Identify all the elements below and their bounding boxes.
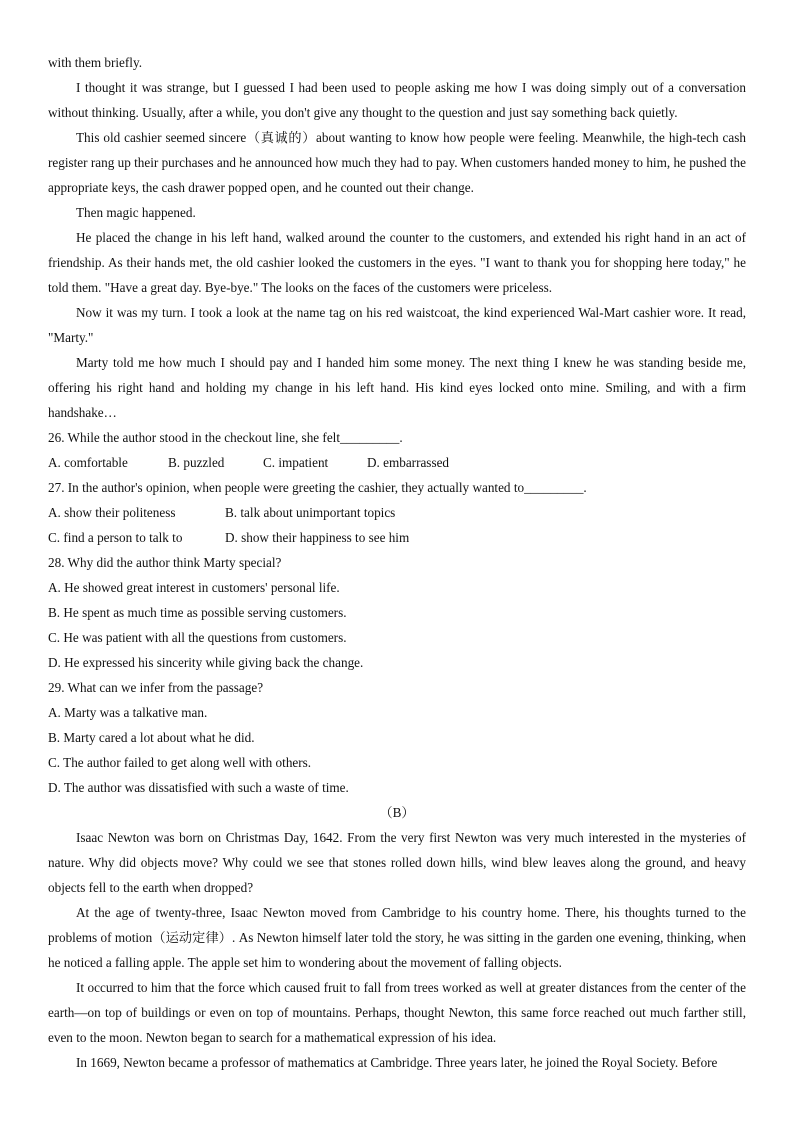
paragraph: He placed the change in his left hand, walked around the counter to the customers, and extended his right hand in an act of friendship. As their hands met, the old cashier looked the customers in the eyes. "I want to thank you for shopping here today," he told them. "Have a great day. Bye-bye." The looks on the faces of the customers were priceless. (48, 230, 746, 295)
paragraph: It occurred to him that the force which caused fruit to fall from trees worked as well at greater distances from the center of the earth—on top of buildings or even on top of mountains. Perhaps, thought Newton, this same force reached out much farther still, even to the moon. Newton began to search for a mathematical expression of his idea. (48, 980, 746, 1045)
paragraph: At the age of twenty-three, Isaac Newton moved from Cambridge to his country home. There, his thoughts turned to the problems of motion（运动定律）. As Newton himself later told the story, he was sitting in the garden one evening, thinking, when he noticed a falling apple. The apple set him to wondering about the movement of falling objects. (48, 905, 746, 970)
option-d: D. show their happiness to see him (225, 530, 410, 545)
paragraph: In 1669, Newton became a professor of mathematics at Cambridge. Three years later, he joined the Royal Society. Before (76, 1055, 718, 1070)
options-27-row1 (48, 500, 746, 525)
paragraph: This old cashier seemed sincere（真诚的）about wanting to know how people were feeling. Meanwhile, the high-tech cash register rang up their purchases and he announced how much they had to pay. When customers handed money to him, he pushed the appropriate keys, the cash drawer popped open, and he counted out their change. (48, 130, 746, 195)
paragraph: with them briefly. (48, 55, 142, 70)
option-a: A. comfortable (48, 455, 128, 470)
option-b: B. puzzled (168, 455, 225, 470)
paragraph: Isaac Newton was born on Christmas Day, 1642. From the very first Newton was very much interested in the mysteries of nature. Why did objects move? Why could we see that stones rolled down hills, wind blew leaves along the ground, and heavy objects fell to the earth when dropped? (48, 830, 746, 895)
option-b: B. talk about unimportant topics (225, 505, 396, 520)
paragraph: Marty told me how much I should pay and I handed him some money. The next thing I knew he was standing beside me, offering his right hand and holding my change in his left hand. His kind eyes locked onto mine. Smiling, and with a firm handshake… (48, 355, 746, 420)
document-page (48, 50, 746, 1075)
options-26 (48, 450, 746, 475)
paragraph: Then magic happened. (76, 205, 196, 220)
option-c: C. find a person to talk to (48, 530, 183, 545)
paragraph: I thought it was strange, but I guessed I had been used to people asking me how I was doing simply out of a conversation without thinking. Usually, after a while, you don't give any thought to the question and just say something back quietly. (48, 80, 746, 120)
option-a: A. He showed great interest in customers' personal life. (48, 580, 340, 595)
option-c: C. impatient (263, 455, 329, 470)
option-d: D. He expressed his sincerity while giving back the change. (48, 655, 364, 670)
option-c: C. The author failed to get along well with others. (48, 755, 312, 770)
option-d: D. embarrassed (367, 455, 450, 470)
option-a: A. show their politeness (48, 505, 176, 520)
option-a: A. Marty was a talkative man. (48, 705, 208, 720)
question-stem-27: 27. In the author's opinion, when people were greeting the cashier, they actually wanted to_________. (48, 480, 587, 495)
option-b: B. Marty cared a lot about what he did. (48, 730, 255, 745)
option-c: C. He was patient with all the questions from customers. (48, 630, 347, 645)
option-d: D. The author was dissatisfied with such a waste of time. (48, 780, 349, 795)
question-stem-29: 29. What can we infer from the passage? (48, 680, 264, 695)
question-stem-26: 26. While the author stood in the checkout line, she felt_________. (48, 430, 403, 445)
option-b: B. He spent as much time as possible serving customers. (48, 605, 347, 620)
question-stem-28: 28. Why did the author think Marty special? (48, 555, 282, 570)
section-heading: （B） (379, 805, 415, 820)
paragraph: Now it was my turn. I took a look at the name tag on his red waistcoat, the kind experienced Wal-Mart cashier wore. It read, "Marty." (48, 305, 746, 345)
options-27-row2 (48, 525, 746, 550)
